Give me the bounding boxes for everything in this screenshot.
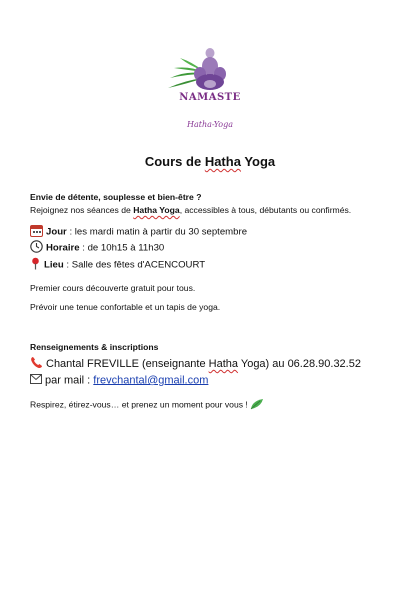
logo-name: NAMASTE [179, 92, 241, 103]
title-suffix: Yoga [240, 154, 276, 169]
calendar-icon [30, 224, 43, 240]
detail-jour [30, 224, 247, 240]
phone-before: Chantal FREVILLE (enseignante [46, 357, 209, 370]
detail-lieu [30, 257, 205, 273]
email-link[interactable]: frevchantal@gmail.com [93, 374, 209, 387]
intro-text-after: , accessibles à tous, débutants ou confirmés. [179, 205, 352, 215]
note-second: Prévoir une tenue confortable et un tapis de yoga. [30, 302, 221, 312]
phone-after: Yoga) au 06.28.90.32.52 [238, 357, 361, 370]
note-first: Premier cours découverte gratuit pour tous. [30, 283, 196, 293]
intro-text-before: Rejoignez nos séances de [30, 205, 134, 215]
horaire-label: Horaire [46, 242, 80, 254]
lieu-value: : Salle des fêtes d'ACENCOURT [63, 259, 206, 271]
intro-text [30, 205, 351, 215]
jour-label: Jour [46, 226, 67, 238]
contact-mail [30, 374, 208, 387]
title-emph: Hatha [204, 154, 241, 169]
intro-heading: Envie de détente, souplesse et bien-être ? [30, 192, 202, 202]
leaf-icon [250, 398, 264, 412]
namaste-logo [160, 44, 260, 136]
intro-text-emph: Hatha Yoga [133, 205, 180, 215]
contact-phone [30, 356, 361, 372]
lieu-label: Lieu [44, 259, 64, 271]
logo-subtitle: Hatha-Yoga [187, 120, 233, 129]
phone-emph: Hatha [208, 357, 239, 370]
closing-text: Respirez, étirez-vous… et prenez un moment pour vous ! [30, 399, 248, 410]
closing-line [30, 398, 267, 412]
pushpin-icon [30, 257, 41, 273]
contact-heading: Renseignements & inscriptions [30, 342, 159, 352]
telephone-icon [30, 356, 43, 372]
horaire-value: : de 10h15 à 11h30 [79, 242, 165, 254]
detail-horaire [30, 240, 164, 256]
page-title [0, 154, 420, 169]
clock-icon [30, 240, 43, 256]
envelope-icon [30, 374, 42, 387]
mail-label: par mail : [45, 374, 94, 387]
title-prefix: Cours de [144, 154, 205, 169]
jour-value: : les mardi matin à partir du 30 septembre [66, 226, 248, 238]
